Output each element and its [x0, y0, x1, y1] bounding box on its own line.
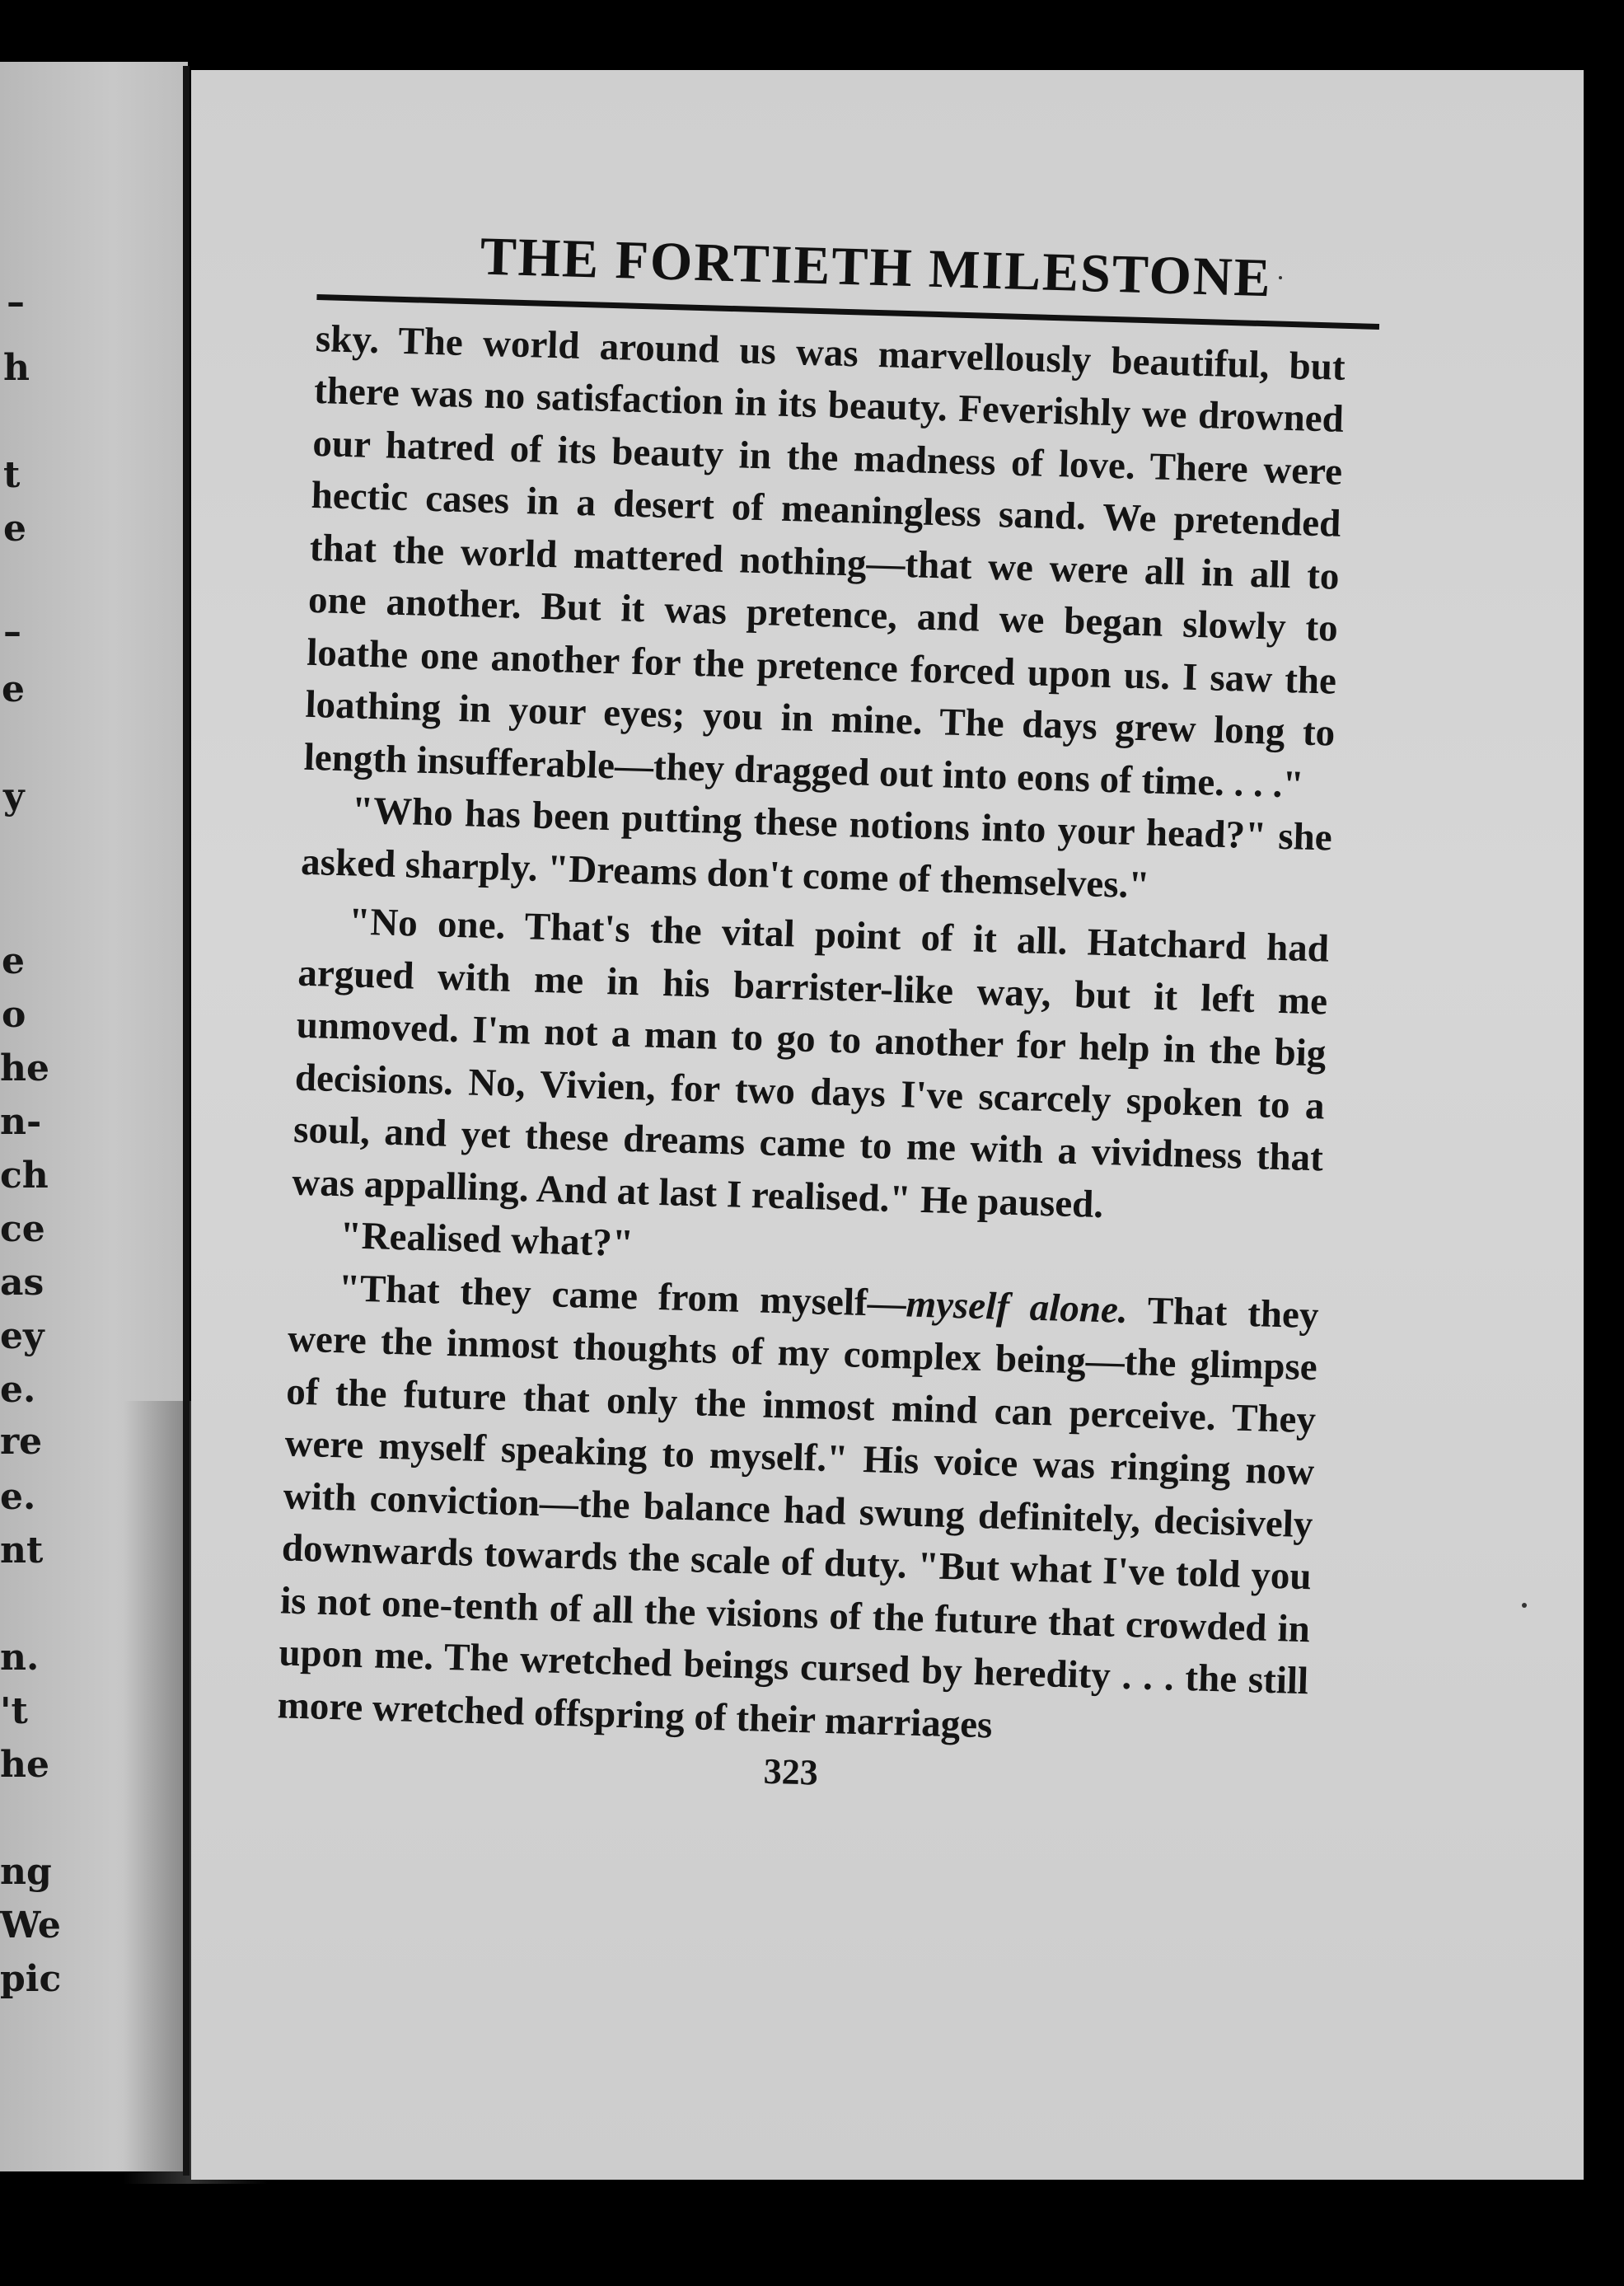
running-head: THE FORTIETH MILESTONE [479, 226, 1273, 309]
paragraph: "Who has been putting these notions into your head?" she asked sharply. "Dreams don't come of themselves." [300, 789, 1333, 907]
left-edge-fragment: ey [0, 1315, 44, 1357]
left-edge-fragment: re [0, 1421, 43, 1463]
left-edge-fragment: y [3, 775, 25, 817]
paragraph-start: "That they came from myself— [338, 1266, 907, 1325]
main-page [191, 70, 1584, 2180]
left-edge-fragment: – [7, 281, 25, 323]
left-edge-fragment: o [2, 994, 26, 1036]
page-content [275, 223, 1434, 1810]
left-edge-fragment: nt [0, 1529, 44, 1572]
dust-speck [1279, 276, 1282, 279]
left-edge-fragment: t [3, 454, 21, 496]
paragraph [277, 1261, 1319, 1760]
left-edge-fragment: ng [0, 1851, 52, 1893]
dust-speck [1522, 1603, 1527, 1608]
paragraph: "No one. That's the vital point of it all. Hatchard had argued with me in his barrister-like way, but it left me unmoved. I'm not a man to go to another for help in the big decisions. No, Vivien, for two days I've scarcely spoken to a soul, and yet these dreams came to me with a vividness that was appalling. And at last I realised." He paused. [291, 900, 1330, 1226]
left-edge-fragment: e. [0, 1476, 36, 1518]
paragraph: sky. The world around us was marvellously beautiful, but there was no satisfaction in its beauty. Feverishly we drowned our hatred of its beauty in the madness of love. There were hectic cases in a desert of meaningless sand. We pretended that the world mattered nothing—that we were all in all to one another. But it was pretence, and we began slowly to loathe one another for the pretence forced upon us. I saw the loathing in your eyes; you in mine. The days grew long to length insufferable—they dragged out into eons of time. . . ." [303, 316, 1346, 807]
left-edge-fragment: ce [0, 1208, 45, 1250]
body-text [277, 313, 1346, 1761]
left-edge-fragment: e [3, 508, 26, 550]
left-edge-fragment: e [2, 668, 25, 710]
paragraph-rest: That they were the inmost thoughts of my complex being—the glimpse of the future that only the inmost mind can perceive. They were myself speaking to myself." His voice was ringing now with conviction—the balance had swung definitely, decisively downwards towards the scale of duty. "But what I've told you is not one-tenth of all the visions of the future that crowded in upon me. The wretched beings cursed by heredity . . . the still more wretched offspring of their marriages [277, 1288, 1320, 1747]
left-edge-fragment: n- [0, 1101, 42, 1143]
emphasis-text: myself alone. [905, 1282, 1129, 1332]
left-edge-fragment: n. [0, 1637, 40, 1679]
book-gutter [183, 66, 190, 2176]
left-edge-fragment: e. [0, 1369, 36, 1411]
left-edge-fragment: e [2, 940, 25, 982]
left-edge-fragment: he [0, 1047, 49, 1089]
left-edge-fragment: We [0, 1904, 61, 1946]
left-edge-fragment: he [0, 1744, 49, 1786]
left-edge-fragment: h [3, 347, 30, 389]
page-number: 323 [763, 1750, 819, 1793]
paragraph: "Realised what?" [339, 1214, 634, 1266]
left-edge-fragment: as [0, 1262, 44, 1304]
left-edge-fragment: – [3, 611, 21, 653]
left-edge-fragment: pic [0, 1958, 62, 2000]
left-edge-fragment: ch [0, 1155, 49, 1197]
left-edge-fragment: 't [0, 1690, 28, 1732]
